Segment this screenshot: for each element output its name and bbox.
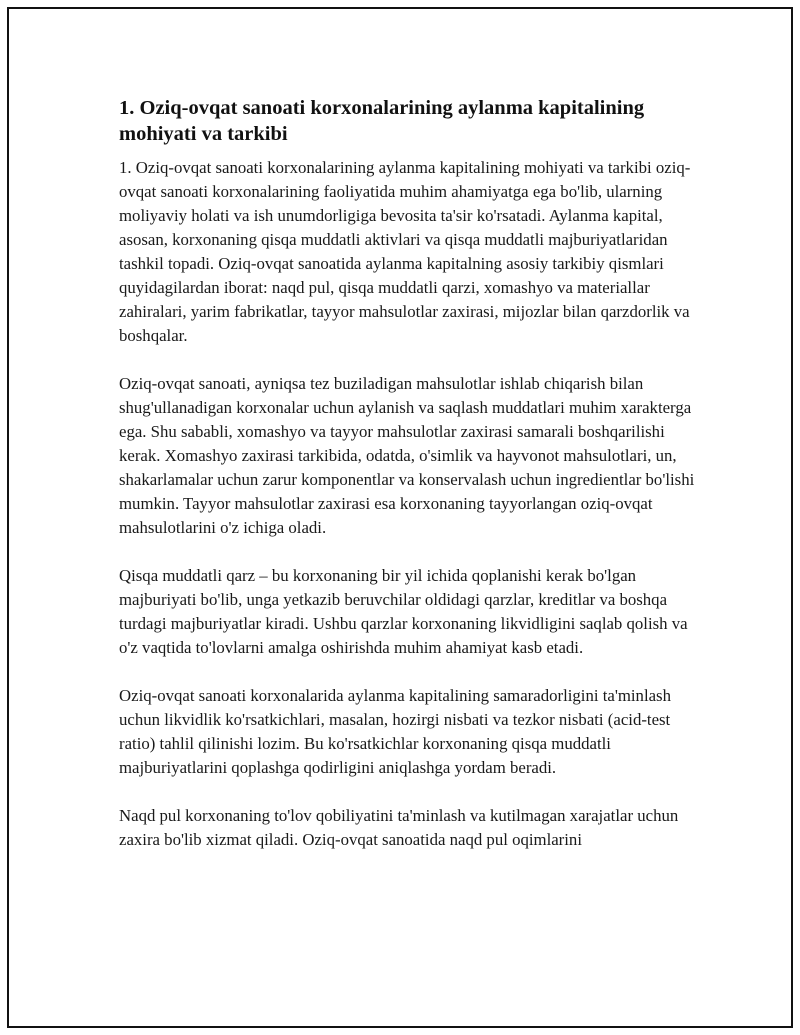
- document-body: [119, 95, 701, 876]
- paragraph: 1. Oziq-ovqat sanoati korxonalarining aylanma kapitalining mohiyati va tarkibi oziq-ovqat sanoati korxonalarining faoliyatida muhim ahamiyatga ega bo'lib, ularning moliyaviy holati va ish unumdorligiga bevosita ta'sir ko'rsatadi. Aylanma kapital, asosan, korxonaning qisqa muddatli aktivlari va qisqa muddatli majburiyatlaridan tashkil topadi. Oziq-ovqat sanoatida aylanma kapitalning asosiy tarkibiy qismlari quyidagilardan iborat: naqd pul, qisqa muddatli qarzi, xomashyo va materiallar zahiralari, yarim fabrikatlar, tayyor mahsulotlar zaxirasi, mijozlar bilan qarzdorlik va boshqalar.: [119, 158, 691, 345]
- paragraph: Qisqa muddatli qarz – bu korxonaning bir yil ichida qoplanishi kerak bo'lgan majburiyati bo'lib, unga yetkazib beruvchilar oldidagi qarzlar, kreditlar va boshqa turdagi majburiyatlar kiradi. Ushbu qarzlar korxonaning likvidligini saqlab qolish va o'z vaqtida to'lovlarni amalga oshirishda muhim ahamiyat kasb etadi.: [119, 566, 688, 657]
- paragraph: Naqd pul korxonaning to'lov qobiliyatini ta'minlash va kutilmagan xarajatlar uchun zaxira bo'lib xizmat qiladi. Oziq-ovqat sanoatida naqd pul oqimlarini: [119, 806, 679, 849]
- document-page: [7, 7, 793, 1028]
- paragraph: Oziq-ovqat sanoati, ayniqsa tez buziladigan mahsulotlar ishlab chiqarish bilan shug'ullanadigan korxonalar uchun aylanish va saqlash muddatlari muhim xarakterga ega. Shu sababli, xomashyo va tayyor mahsulotlar zaxirasi samarali boshqarilishi kerak. Xomashyo zaxirasi tarkibida, odatda, o'simlik va hayvonot mahsulotlari, un, shakarlamalar uchun zarur komponentlar va konservalash uchun ingredientlar bo'lishi mumkin. Tayyor mahsulotlar zaxirasi esa korxonaning tayyorlangan oziq-ovqat mahsulotlarini o'z ichiga oladi.: [119, 374, 695, 537]
- document-title: 1. Oziq-ovqat sanoati korxonalarining aylanma kapitalining mohiyati va tarkibi: [119, 97, 645, 145]
- paragraph: Oziq-ovqat sanoati korxonalarida aylanma kapitalining samaradorligini ta'minlash uchun likvidlik ko'rsatkichlari, masalan, hozirgi nisbati va tezkor nisbati (acid-test ratio) tahlil qilinishi lozim. Bu ko'rsatkichlar korxonaning qisqa muddatli majburiyatlarini qoplashga qodirligini aniqlashga yordam beradi.: [119, 686, 671, 777]
